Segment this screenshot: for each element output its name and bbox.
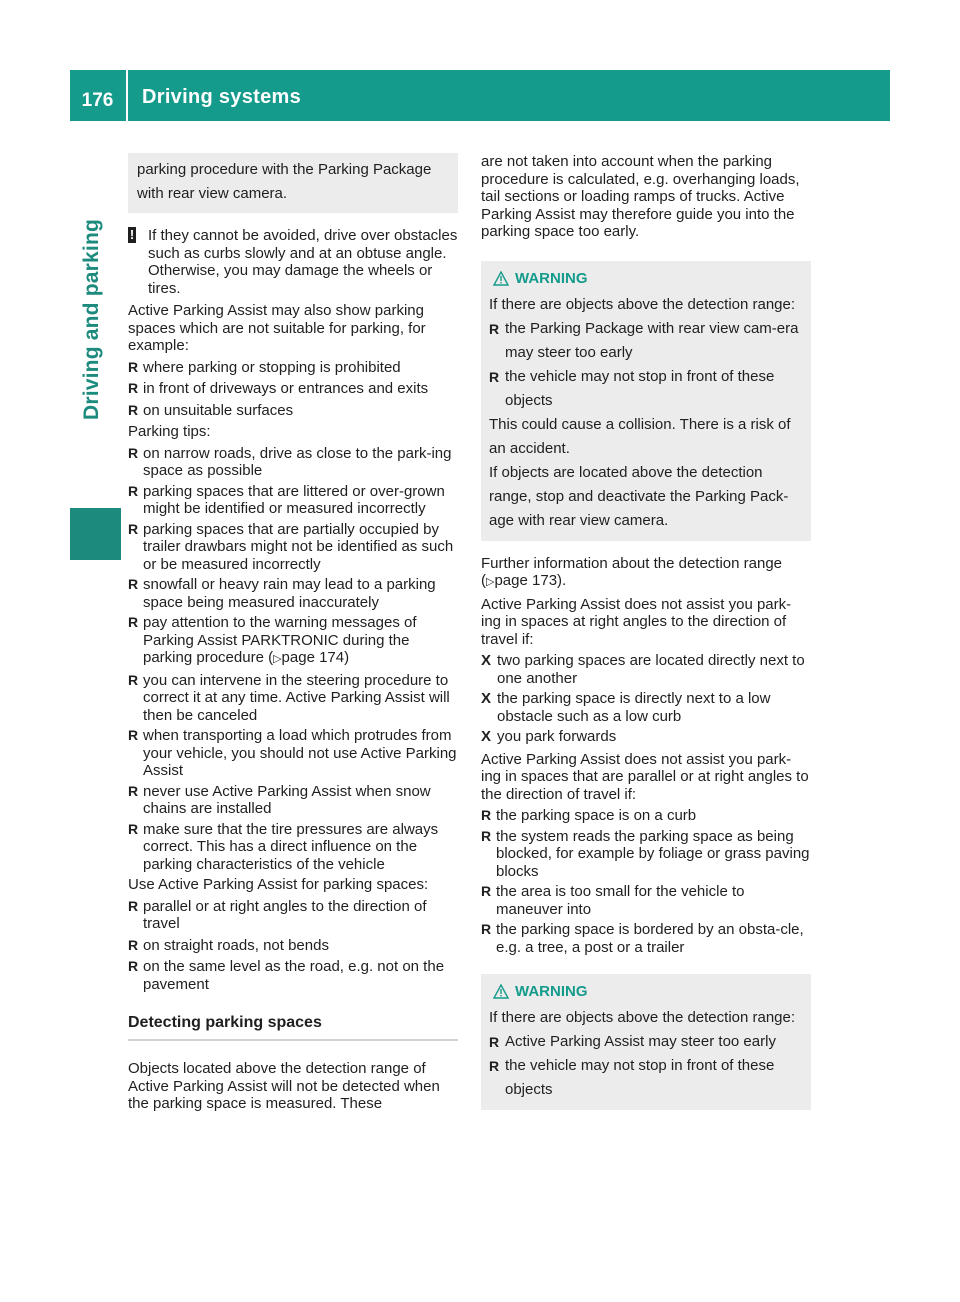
list-item-text: you can intervene in the steering procedure to correct it at any time. Active Parking Assist will then be canceled [143,671,450,724]
list-item-text: where parking or stopping is prohibited [143,358,401,376]
list-item-text: when transporting a load which protrudes from your vehicle, you should not use Active Parking Assist [143,727,457,779]
arrow-icon: X [481,652,492,669]
list-item-text: on straight roads, not bends [143,936,329,954]
arrow-icon: X [481,728,492,745]
detect-text: Objects located above the detection range of Active Parking Assist will not be detected when the parking space is measured. These [128,1060,440,1112]
list-item [128,783,458,818]
list-item [481,921,811,956]
continued-info-box [128,153,458,213]
warning-title: WARNING [515,269,588,287]
list-item [128,672,458,725]
warning-intro: If there are objects above the detection range: [489,295,796,313]
list-item-text: the area is too small for the vehicle to maneuver into [496,883,745,918]
list-item-text: the system reads the parking space as being blocked, for example by foliage or grass paving blocks [496,827,810,880]
list-item-text: parallel or at right angles to the direction of travel [143,897,427,932]
use-heading: Use Active Parking Assist for parking spaces: [128,876,429,893]
bullet-icon: R [489,1034,500,1050]
list-item-text: the Parking Package with rear view cam-era may steer too early [505,319,799,361]
list-item [128,937,458,955]
list-item-text: the parking space is directly next to a low obstacle such as a low curb [497,690,771,725]
bullet-icon: R [128,671,139,688]
use-list [128,898,458,994]
unsuitable-list [128,359,458,420]
further-info [481,555,811,592]
list-item [128,359,458,377]
list-item-text: the vehicle may not stop in front of these objects [505,367,775,409]
box-text: parking procedure with the Parking Package with rear view camera. [137,161,432,202]
bullet-icon: R [128,444,139,461]
further-info-text: Further information about the detection range ( [481,554,783,589]
warning-box-1 [481,261,811,541]
bullet-icon: R [489,320,500,337]
list-item [489,1030,803,1054]
detect-heading: Detecting parking spaces [128,1014,458,1041]
warning-intro: If there are objects above the detection range: [489,1009,796,1026]
note-text: If they cannot be avoided, drive over obstacles such as curbs slowly and at an obtuse angle. Otherwise, you may damage the wheels or tires. [148,227,458,297]
bullet-icon: R [481,921,492,937]
bullet-icon: R [489,368,500,385]
page-reference-icon: ▷ [273,653,282,665]
list-item [128,576,458,611]
warning-heading [489,980,803,1004]
list-item [481,728,811,746]
bullet-icon: R [128,482,139,499]
side-tab-label: Driving and parking [80,219,103,420]
warning-heading [489,267,803,291]
bullet-icon: R [128,782,139,799]
parallel-list [481,807,811,956]
bullet-icon: R [128,958,139,974]
bullet-icon: R [128,727,139,743]
list-item [489,317,803,365]
bullet-icon: R [128,820,139,837]
bullet-icon: R [128,897,139,914]
bullet-icon: R [128,614,139,630]
caution-note [128,227,458,297]
side-tab-marker [70,508,121,560]
bullet-icon: R [128,520,139,537]
bullet-icon: R [128,936,139,953]
list-item [128,380,458,398]
list-item [489,365,803,413]
warning-box-2 [481,974,811,1110]
header-divider [126,70,128,121]
list-item [128,958,458,993]
list-item-text: the parking space is bordered by an obsta-cle, e.g. a tree, a post or a trailer [496,921,804,956]
list-item-text: pay attention to the warning messages of Parking Assist PARKTRONIC during the parking procedure ( [143,614,417,666]
right-angle-intro: Active Parking Assist does not assist you park-ing in spaces at right angles to the direction of travel if: [481,595,792,648]
bullet-icon: R [481,827,492,844]
list-item [128,445,458,480]
list-item [481,652,811,687]
left-column [128,153,458,1113]
list-item [481,690,811,725]
list-item-text: on the same level as the road, e.g. not on the pavement [143,958,445,993]
exclamation-icon: ! [129,227,135,242]
page-reference-link[interactable]: page 173). [494,572,567,589]
list-item-text: Active Parking Assist may steer too early [505,1033,776,1050]
list-item-text: never use Active Parking Assist when snow chains are installed [143,782,431,817]
warning-triangle-icon [493,271,509,286]
right-column [481,153,811,1110]
list-item-text: you park forwards [497,728,617,745]
list-item [128,521,458,574]
right-angle-list [481,652,811,746]
list-item-text: the vehicle may not stop in front of these objects [505,1057,775,1098]
bullet-icon: R [128,576,139,592]
page-reference-icon: ▷ [486,576,495,588]
bullet-icon: R [481,807,492,823]
bullet-icon: R [128,358,139,375]
list-item-text: parking spaces that are partially occupied by trailer drawbars might not be identified as such or be measured incorrectly [143,520,454,573]
list-item-text: parking spaces that are littered or over-grown might be identified or measured incorrectly [143,482,445,517]
list-item [128,898,458,933]
unsuitable-intro: Active Parking Assist may also show parking spaces which are not suitable for parking, for example: [128,302,426,354]
tips-list [128,445,458,874]
bullet-icon: R [481,883,492,899]
list-item [128,821,458,874]
list-item [481,883,811,918]
list-item [128,727,458,780]
list-item [481,807,811,825]
parallel-intro: Active Parking Assist does not assist you park-ing in spaces that are parallel or at right angles to the direction of travel if: [481,750,809,803]
section-title: Driving systems [142,86,302,108]
list-item [489,1054,803,1102]
warning-title: WARNING [515,983,588,1000]
bullet-icon: R [128,401,139,418]
page-reference-link[interactable]: page 174) [281,649,350,666]
list-item-text: two parking spaces are located directly next to one another [497,652,805,687]
bullet-icon: R [128,380,139,396]
arrow-icon: X [481,690,492,707]
warning-triangle-icon [493,984,509,999]
bullet-icon: R [489,1058,500,1074]
list-item-text: snowfall or heavy rain may lead to a parking space being measured inaccurately [143,576,436,611]
list-item-text: the parking space is on a curb [496,807,697,824]
list-item [481,828,811,881]
list-item-text: make sure that the tire pressures are always correct. This has a direct influence on the parking characteristics of the vehicle [143,820,439,873]
tips-heading: Parking tips: [128,423,211,440]
page-number: 176 [81,90,114,111]
list-item-text: in front of driveways or entrances and exits [143,380,429,397]
warning-action: If objects are located above the detection range, stop and deactivate the Parking Pack-age with rear view camera. [489,463,789,529]
list-item [128,614,458,669]
list-item-text: on unsuitable surfaces [143,401,294,419]
list-item [128,483,458,518]
list-item [128,402,458,420]
continued-text: are not taken into account when the parking procedure is calculated, e.g. overhanging loads, tail sections or loading ramps of trucks. Active Parking Assist may therefore guide you into the parking space too early. [481,153,800,240]
warning-risk: This could cause a collision. There is a risk of an accident. [489,415,791,457]
list-item-text: on narrow roads, drive as close to the park-ing space as possible [143,444,452,479]
